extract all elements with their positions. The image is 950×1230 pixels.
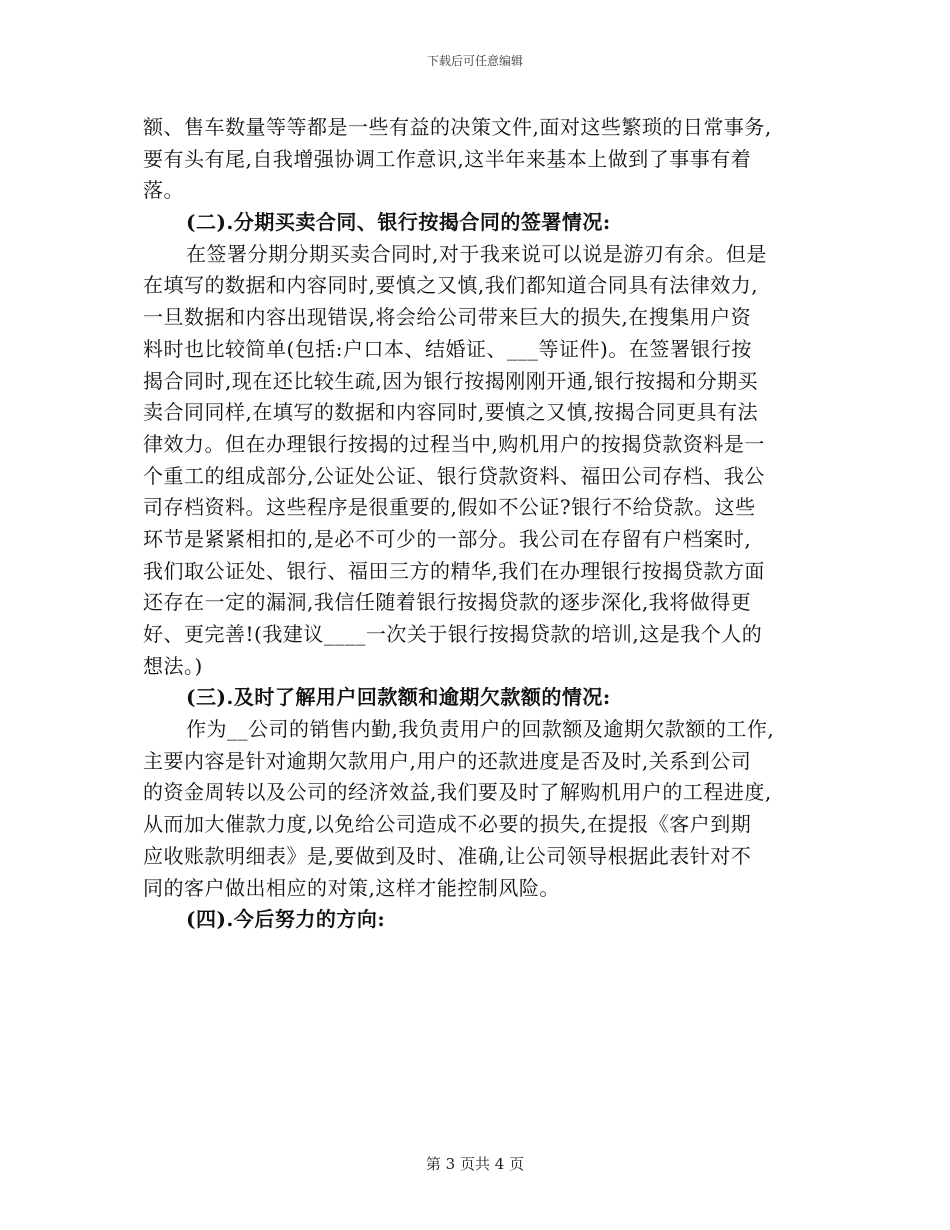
body-line: 的资金周转以及公司的经济效益,我们要及时了解购机用户的工程进度, [143,780,772,805]
body-line: 律效力。但在办理银行按揭的过程当中,购机用户的按揭贷款资料是一 [143,431,765,456]
body-line: 想法。) [143,653,203,678]
page-header-note: 下载后可任意编辑 [426,54,523,68]
page-number-footer: 第 3 页共 4 页 [425,1155,525,1173]
body-line: 一旦数据和内容出现错误,将会给公司带来巨大的损失,在搜集用户资 [143,305,752,330]
document-body [143,112,823,936]
section-heading-4: (四).今后努力的方向: [186,907,386,932]
body-line: 要有头有尾,自我增强协调工作意识,这半年来基本上做到了事事有着 [143,146,752,171]
body-line: 环节是紧紧相扣的,是必不可少的一部分。我公司在存留有户档案时, [143,526,752,551]
section-heading-3: (三).及时了解用户回款额和逾期欠款额的情况: [186,685,611,710]
body-line: 揭合同时,现在还比较生疏,因为银行按揭刚刚开通,银行按揭和分期买 [143,368,759,393]
body-line: 我们取公证处、银行、福田三方的精华,我们在办理银行按揭贷款方面 [143,558,765,583]
body-line: 还存在一定的漏洞,我信任随着银行按揭贷款的逐步深化,我将做得更 [143,590,752,615]
body-line: 好、更完善!(我建议____一次关于银行按揭贷款的培训,这是我个人的 [143,622,763,646]
body-line: 料时也比较简单(包括:户口本、结婚证、___等证件)。在签署银行按 [143,336,752,361]
body-line: 卖合同同样,在填写的数据和内容同时,要慎之又慎,按揭合同更具有法 [143,400,759,425]
body-line: 从而加大催款力度,以免给公司造成不必要的损失,在提报《客户到期 [143,812,752,837]
body-line: 司存档资料。这些程序是很重要的,假如不公证?银行不给贷款。这些 [143,495,756,520]
body-line: 主要内容是针对逾期欠款用户,用户的还款进度是否及时,关系到公司 [143,748,752,773]
body-line: 作为__公司的销售内勤,我负责用户的回款额及逾期欠款额的工作, [186,717,775,742]
body-line: 额、售车数量等等都是一些有益的决策文件,面对这些繁琐的日常事务, [143,115,772,139]
body-line: 应收账款明细表》是,要做到及时、准确,让公司领导根据此表针对不 [143,843,752,868]
body-line: 在填写的数据和内容同时,要慎之又慎,我们都知道合同具有法律效力, [143,273,759,298]
body-line: 同的客户做出相应的对策,这样才能控制风险。 [143,875,560,900]
body-line: 落。 [143,178,184,203]
body-line: 在签署分期分期买卖合同时,对于我来说可以说是游刃有余。但是 [186,241,767,266]
body-line: 个重工的组成部分,公证处公证、银行贷款资料、福田公司存档、我公 [143,463,765,488]
section-heading-2: (二).分期买卖合同、银行按揭合同的签署情况: [186,210,611,235]
